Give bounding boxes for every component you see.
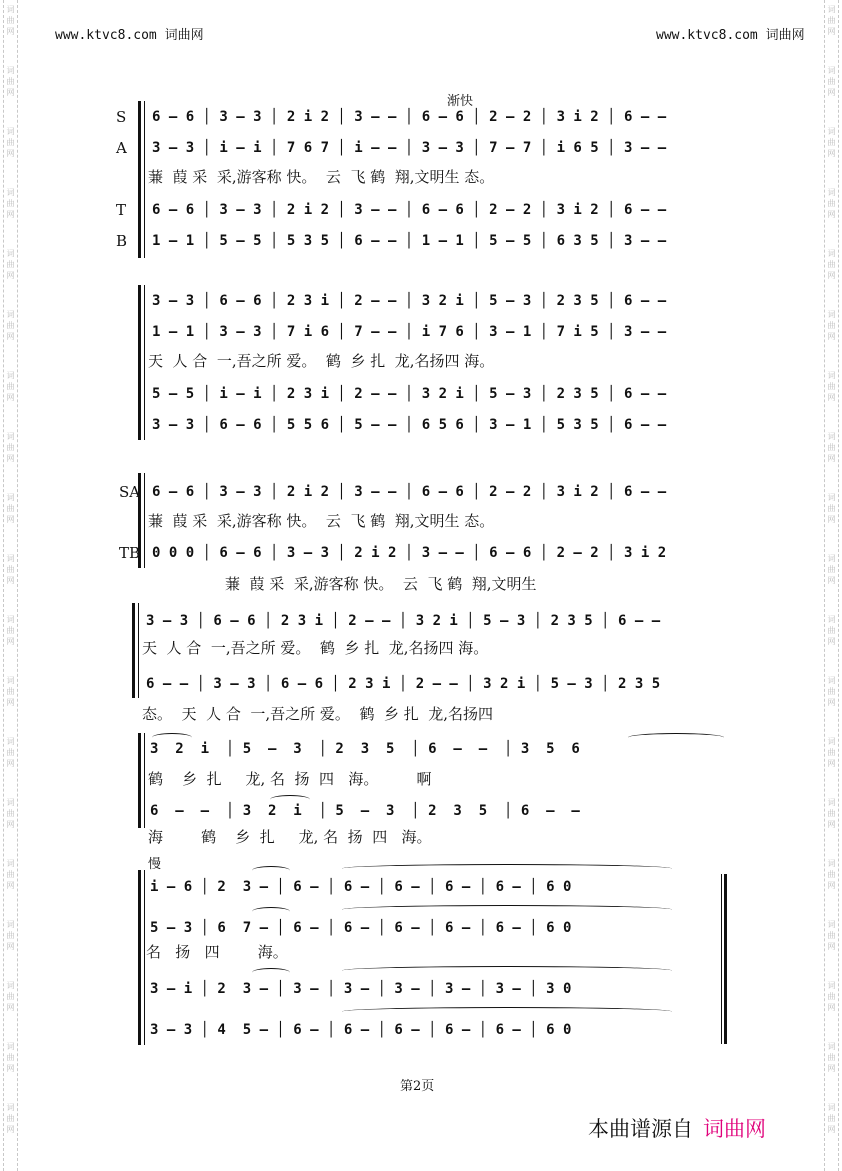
s1-tenor-line: 6 – 6 │ 3 – 3 │ 2 i 2 │ 3 – – │ 6 – 6 │ 2 – 2 │ 3 i 2 │ 6 – –	[152, 202, 667, 218]
watermark-glyphs: 词 曲 网	[827, 371, 836, 402]
s2-lyric: 天 人 合 一,吾之所 爱。 鹤 乡 扎 龙,名扬四 海。	[148, 352, 495, 370]
watermark-glyphs: 词 曲 网	[6, 981, 15, 1012]
watermark-glyphs: 词 曲 网	[6, 249, 15, 280]
label-bass: B	[116, 232, 128, 250]
watermark-glyphs: 词 曲 网	[6, 1042, 15, 1073]
watermark-glyphs: 词 曲 网	[827, 493, 836, 524]
watermark-glyphs: 词 曲 网	[827, 615, 836, 646]
s4-top-line: 3 – 3 │ 6 – 6 │ 2 3 i │ 2 – – │ 3 2 i │ 5 – 3 │ 2 3 5 │ 6 – –	[146, 613, 661, 629]
s6-tie-b	[342, 1007, 672, 1016]
watermark-glyphs: 词 曲 网	[6, 1103, 15, 1134]
watermark-glyphs: 词 曲 网	[827, 188, 836, 219]
s6-slur-t1	[252, 968, 290, 977]
page-number: 第2页	[400, 1079, 435, 1094]
watermark-glyphs: 词 曲 网	[827, 66, 836, 97]
watermark-glyphs: 词 曲 网	[6, 5, 15, 36]
s6-tenor-line: 3 – i │ 2 3 – │ 3 – │ 3 – │ 3 – │ 3 – │ 3 – │ 3 0	[150, 981, 572, 997]
s3-sa-lyric: 蒹 葭 采 采,游客称 快。 云 飞 鹤 翔,文明生 态。	[148, 512, 495, 530]
watermark-glyphs: 词 曲 网	[6, 310, 15, 341]
s5-slur-1	[152, 733, 192, 742]
s6-slur-a1	[252, 907, 290, 916]
system-4-brace	[132, 603, 135, 698]
s3-tb-lyric: 蒹 葭 采 采,游客称 快。 云 飞 鹤 翔,文明生	[225, 575, 537, 593]
watermark-glyphs: 词 曲 网	[827, 432, 836, 463]
watermark-glyphs: 词 曲 网	[827, 1042, 836, 1073]
s1-lyric: 蒹 葭 采 采,游客称 快。 云 飞 鹤 翔,文明生 态。	[148, 168, 495, 186]
s5-top-line: 3 2 i │ 5 – 3 │ 2 3 5 │ 6 – – │ 3 5 6	[150, 741, 580, 757]
s6-soprano-line: i – 6 │ 2 3 – │ 6 – │ 6 – │ 6 – │ 6 – │ 6 – │ 6 0	[150, 879, 572, 895]
watermark-glyphs: 词 曲 网	[827, 859, 836, 890]
s1-soprano-line: 6 – 6 │ 3 – 3 │ 2 i 2 │ 3 – – │ 6 – 6 │ 2 – 2 │ 3 i 2 │ 6 – –	[152, 109, 667, 125]
s5-slur-3	[270, 795, 310, 804]
watermark-glyphs: 词 曲 网	[6, 676, 15, 707]
s1-bass-line: 1 – 1 │ 5 – 5 │ 5 3 5 │ 6 – – │ 1 – 1 │ 5 – 5 │ 6 3 5 │ 3 – –	[152, 233, 667, 249]
s2-soprano-line: 3 – 3 │ 6 – 6 │ 2 3 i │ 2 – – │ 3 2 i │ 5 – 3 │ 2 3 5 │ 6 – –	[152, 293, 667, 309]
watermark-glyphs: 词 曲 网	[6, 920, 15, 951]
header-left[interactable]	[55, 24, 204, 43]
s2-alto-line: 1 – 1 │ 3 – 3 │ 7 i 6 │ 7 – – │ i 7 6 │ 3 – 1 │ 7 i 5 │ 3 – –	[152, 324, 667, 340]
watermark-glyphs: 词 曲 网	[6, 859, 15, 890]
watermark-glyphs: 词 曲 网	[827, 1103, 836, 1134]
s6-bass-line: 3 – 3 │ 4 5 – │ 6 – │ 6 – │ 6 – │ 6 – │ 6 – │ 6 0	[150, 1022, 572, 1038]
s6-lyric: 名 扬 四 海。	[146, 943, 288, 961]
source-label: 本曲谱源自	[588, 1117, 693, 1141]
header-right[interactable]	[656, 24, 805, 43]
watermark-glyphs: 词 曲 网	[827, 676, 836, 707]
watermark-glyphs: 词 曲 网	[6, 737, 15, 768]
label-soprano: S	[116, 108, 127, 126]
s5-bottom-line: 6 – – │ 3 2 i │ 5 – 3 │ 2 3 5 │ 6 – –	[150, 803, 580, 819]
watermark-glyphs: 词 曲 网	[827, 981, 836, 1012]
watermark-glyphs: 词 曲 网	[827, 5, 836, 36]
final-barline	[724, 874, 727, 1044]
s5-top-lyric: 鹤 乡 扎 龙, 名 扬 四 海。 啊	[148, 770, 432, 788]
label-sa: SA	[119, 483, 141, 501]
tempo-mark-faster: 渐快	[447, 94, 474, 109]
watermark-glyphs: 词 曲 网	[6, 798, 15, 829]
s6-alto-line: 5 – 3 │ 6 7 – │ 6 – │ 6 – │ 6 – │ 6 – │ 6 – │ 6 0	[150, 920, 572, 936]
label-alto: A	[116, 139, 127, 157]
watermark-glyphs: 词 曲 网	[6, 615, 15, 646]
watermark-glyphs: 词 曲 网	[827, 127, 836, 158]
header-right-url[interactable]: www.ktvc8.com	[656, 28, 758, 43]
system-6-brace	[138, 870, 141, 1045]
system-1-brace	[138, 101, 141, 258]
header-left-site[interactable]: 词曲网	[164, 28, 204, 43]
label-tb: TB	[119, 544, 141, 562]
header-right-site[interactable]: 词曲网	[765, 28, 805, 43]
watermark-glyphs: 词 曲 网	[827, 737, 836, 768]
watermark-glyphs: 词 曲 网	[6, 371, 15, 402]
watermark-glyphs: 词 曲 网	[6, 493, 15, 524]
watermark-glyphs: 词 曲 网	[827, 920, 836, 951]
s6-tie-s	[342, 864, 672, 873]
s5-slur-2	[628, 733, 724, 742]
watermark-glyphs: 词 曲 网	[827, 554, 836, 585]
watermark-glyphs: 词 曲 网	[827, 798, 836, 829]
system-5-brace	[138, 733, 141, 828]
source-credit[interactable]	[588, 1113, 766, 1143]
s2-tenor-line: 5 – 5 │ i – i │ 2 3 i │ 2 – – │ 3 2 i │ 5 – 3 │ 2 3 5 │ 6 – –	[152, 386, 667, 402]
s4-bottom-lyric: 态。 天 人 合 一,吾之所 爱。 鹤 乡 扎 龙,名扬四	[142, 705, 494, 723]
watermark-glyphs: 词 曲 网	[6, 127, 15, 158]
watermark-glyphs: 词 曲 网	[827, 249, 836, 280]
watermark-glyphs: 词 曲 网	[6, 188, 15, 219]
watermark-glyphs: 词 曲 网	[6, 554, 15, 585]
watermark-glyphs: 词 曲 网	[6, 66, 15, 97]
s2-bass-line: 3 – 3 │ 6 – 6 │ 5 5 6 │ 5 – – │ 6 5 6 │ 3 – 1 │ 5 3 5 │ 6 – –	[152, 417, 667, 433]
s1-alto-line: 3 – 3 │ i – i │ 7 6 7 │ i – – │ 3 – 3 │ 7 – 7 │ i 6 5 │ 3 – –	[152, 140, 667, 156]
system-2-brace	[138, 285, 141, 440]
header-left-url[interactable]: www.ktvc8.com	[55, 28, 157, 43]
watermark-glyphs: 词 曲 网	[827, 310, 836, 341]
s4-top-lyric: 天 人 合 一,吾之所 爱。 鹤 乡 扎 龙,名扬四 海。	[142, 639, 489, 657]
s6-tie-a	[342, 905, 672, 914]
source-brand-link[interactable]: 词曲网	[703, 1117, 766, 1141]
s6-tie-t	[342, 966, 672, 975]
s3-sa-line: 6 – 6 │ 3 – 3 │ 2 i 2 │ 3 – – │ 6 – 6 │ 2 – 2 │ 3 i 2 │ 6 – –	[152, 484, 667, 500]
watermark-glyphs: 词 曲 网	[6, 432, 15, 463]
s5-bottom-lyric: 海 鹤 乡 扎 龙, 名 扬 四 海。	[148, 828, 432, 846]
label-tenor: T	[116, 201, 127, 219]
tempo-mark-slow: 慢	[148, 857, 162, 872]
s6-slur-s1	[252, 866, 290, 875]
s4-bottom-line: 6 – – │ 3 – 3 │ 6 – 6 │ 2 3 i │ 2 – – │ 3 2 i │ 5 – 3 │ 2 3 5	[146, 676, 661, 692]
s3-tb-line: 0 0 0 │ 6 – 6 │ 3 – 3 │ 2 i 2 │ 3 – – │ 6 – 6 │ 2 – 2 │ 3 i 2	[152, 545, 667, 561]
